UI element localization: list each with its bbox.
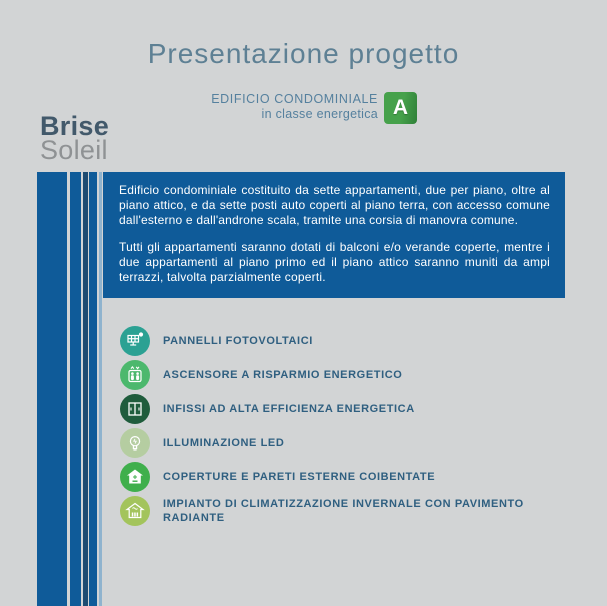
logo-line1: Brise bbox=[40, 111, 110, 141]
page-title: Presentazione progetto bbox=[147, 38, 460, 69]
description-paragraph-2: Tutti gli appartamenti saranno dotati di balconi e/o verande coperte, mentre i due appartamenti al piano primo ed il piano attico saranno muniti da ampi terrazzi, talvolta parzialmente coperti. bbox=[119, 240, 550, 284]
description-paragraph-1: Edificio condominiale costituito da sette appartamenti, due per piano, oltre al piano attico, e da sette posti auto coperti al piano terra, con accesso comune dall'esterno e dall'androne scala, tramite una corsia di manovra comune. bbox=[119, 183, 550, 227]
feature-label: ILLUMINAZIONE LED bbox=[163, 437, 285, 449]
logo-line2: Soleil bbox=[40, 135, 108, 165]
insulated-house-icon bbox=[120, 462, 150, 492]
feature-label: COPERTURE E PARETI ESTERNE COIBENTATE bbox=[163, 471, 436, 483]
energy-class-badge: A bbox=[384, 92, 417, 124]
vertical-bar bbox=[70, 172, 81, 606]
feature-item-led bbox=[120, 427, 565, 459]
underfloor-heating-icon bbox=[120, 496, 150, 526]
feature-item-underfloor-heating bbox=[120, 495, 565, 527]
solar-panel-icon bbox=[120, 326, 150, 356]
feature-label: IMPIANTO DI CLIMATIZZAZIONE INVERNALE CON PAVIMENTO RADIANTE bbox=[163, 498, 524, 524]
elevator-icon bbox=[120, 360, 150, 390]
feature-item-photovoltaic bbox=[120, 325, 565, 357]
brise-soleil-bars-decoration bbox=[37, 172, 102, 606]
feature-label: ASCENSORE A RISPARMIO ENERGETICO bbox=[163, 369, 403, 381]
subtitle-line2: in classe energetica bbox=[261, 107, 378, 121]
vertical-bar bbox=[37, 172, 67, 606]
project-description-box bbox=[103, 172, 565, 298]
feature-item-windows bbox=[120, 393, 565, 425]
feature-item-insulation bbox=[120, 461, 565, 493]
feature-list bbox=[120, 325, 565, 529]
feature-label: PANNELLI FOTOVOLTAICI bbox=[163, 335, 313, 347]
lightbulb-icon bbox=[120, 428, 150, 458]
feature-item-elevator bbox=[120, 359, 565, 391]
vertical-bar bbox=[99, 172, 102, 606]
vertical-bar bbox=[89, 172, 97, 606]
brand-logo bbox=[40, 111, 110, 165]
window-icon bbox=[120, 394, 150, 424]
subtitle-line1: EDIFICIO CONDOMINIALE bbox=[211, 92, 378, 106]
feature-label: INFISSI AD ALTA EFFICIENZA ENERGETICA bbox=[163, 403, 415, 415]
vertical-bar bbox=[83, 172, 88, 606]
